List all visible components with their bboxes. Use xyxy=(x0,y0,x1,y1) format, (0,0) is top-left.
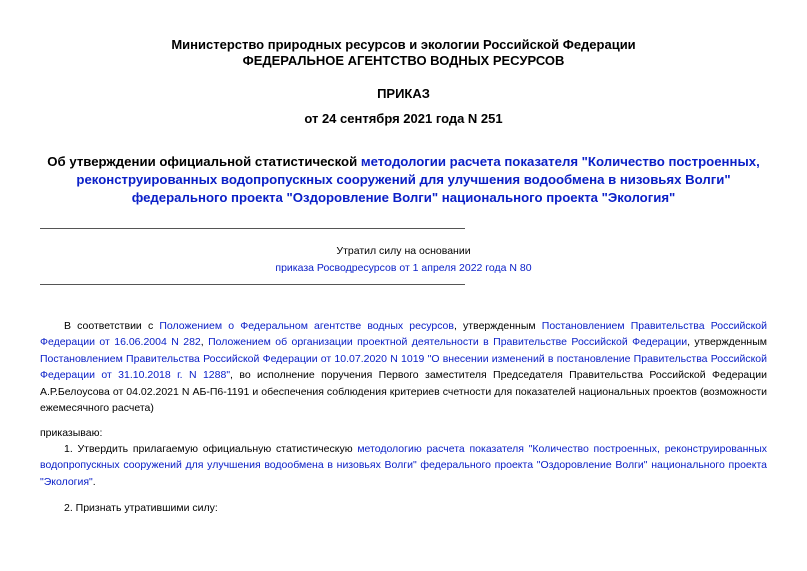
notice-bottom-divider xyxy=(40,284,465,285)
title-text: Об утверждении официальной статистической xyxy=(47,154,361,169)
preamble-text-5: , во исполнение поручения Первого заместителя Председателя Правительства Российской Федерации А.Р.Белоусова от 04.02.2021 N АБ-П6-1191 и обеспечения соблюдения критериев счетности для показателей национальных проектов (возможности ежемесячного расчета) xyxy=(40,369,767,415)
repeal-notice-link-line xyxy=(0,260,807,276)
ministry-name: Министерство природных ресурсов и экологии Российской Федерации xyxy=(171,37,636,52)
title-methodology-link[interactable]: методологии расчета показателя "Количество построенных, реконструированных водопропускных сооружений для улучшения водообмена в низовьях Волги" федерального проекта "Оздоровление Волги" национального проекта "Экология" xyxy=(76,154,760,205)
preamble-text-4: , утвержденным xyxy=(687,336,767,349)
document-date: от 24 сентября 2021 года N 251 xyxy=(304,111,503,126)
preamble-text-1: В соответствии с xyxy=(64,320,160,332)
item-1-paragraph xyxy=(40,441,767,490)
item-1-text: 1. Утвердить прилагаемую официальную статистическую xyxy=(64,443,358,455)
order-word: приказываю: xyxy=(40,427,103,439)
item-2-paragraph: 2. Признать утратившими силу: xyxy=(64,502,218,514)
preamble-text-2: , утвержденным xyxy=(453,320,542,332)
resolution-1019-link[interactable]: Постановлением Правительства Российской Федерации от 10.07.2020 N 1019 "О внесении изменений в постановление Правительства Российской Федерации от 31.10.2018 г. N 1288" xyxy=(40,352,767,382)
agency-name: ФЕДЕРАЛЬНОЕ АГЕНТСТВО ВОДНЫХ РЕСУРСОВ xyxy=(242,53,565,68)
item-1-end: . xyxy=(92,475,96,488)
resolution-282-link[interactable]: Постановлением Правительства Российской Федерации от 16.06.2004 N 282 xyxy=(40,320,767,349)
document-type: ПРИКАЗ xyxy=(377,86,430,101)
agency-regulation-link[interactable]: Положением о Федеральном агентстве водных ресурсов xyxy=(159,320,454,332)
item-1-methodology-link[interactable]: методологию расчета показателя "Количество построенных, реконструированных водопропускных сооружений для улучшения водообмена в низовьях Волги" федерального проекта "Оздоровление Волги" национального проекта "Экология" xyxy=(40,443,768,488)
repeal-order-link[interactable]: приказа Росводресурсов от 1 апреля 2022 года N 80 xyxy=(275,262,532,274)
preamble-paragraph xyxy=(40,318,767,416)
notice-top-divider xyxy=(40,228,465,229)
document-title xyxy=(30,153,777,207)
preamble-text-3: , xyxy=(200,336,209,349)
project-activity-regulation-link[interactable]: Положением об организации проектной деятельности в Правительстве Российской Федерации xyxy=(208,336,688,349)
repeal-notice-text: Утратил силу на основании xyxy=(336,245,471,257)
